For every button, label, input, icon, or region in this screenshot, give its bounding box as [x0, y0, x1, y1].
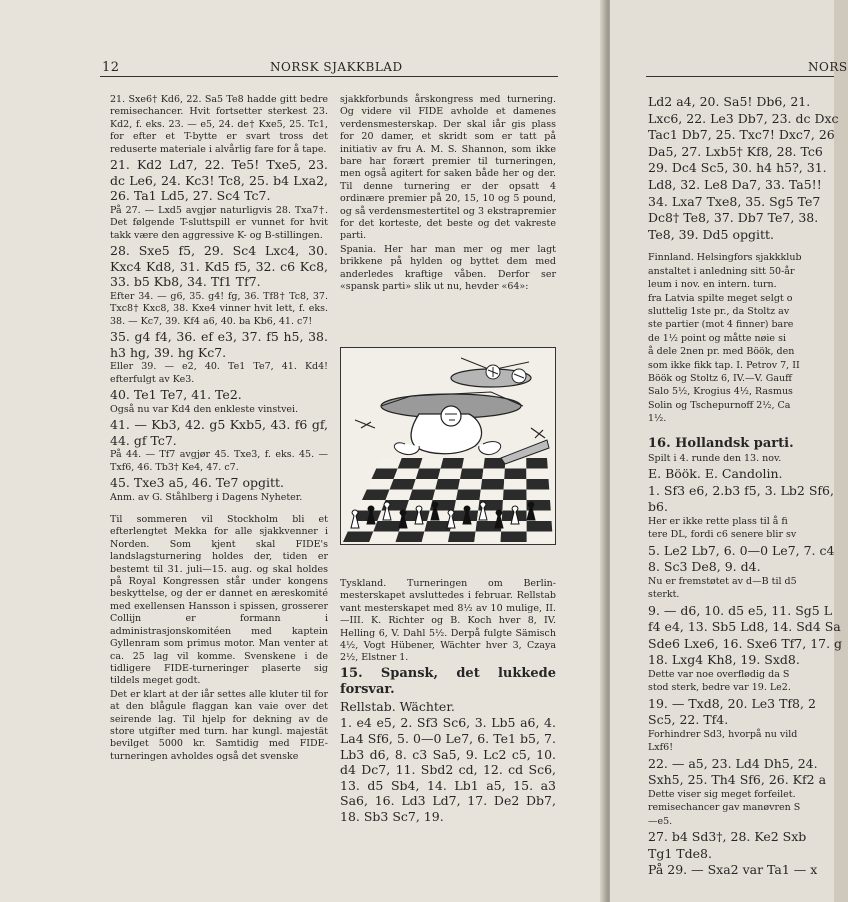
board-square	[373, 521, 402, 532]
paragraph: ste partier (mot 4 finner) bare	[648, 319, 794, 331]
board-square	[526, 479, 549, 490]
paragraph: sjakkforbunds årskongress med turnering. Og videre vil FIDE avholde et damenes verdensmesterskap. Der skal iår gis plass for 20 damer, et skridt som er tatt på initiativ av fru A. M. S. Shannon, som ikke bare har forært premier til turneringen, men også agitert for saken både her og der. Til denne turnering er der opsatt 4 ordinære premier på 20, 15, 10 og 5 pound, og så verdensmestertitel og 3 ekstrapremier for det korteste, det beste og det vakreste parti.	[340, 94, 556, 242]
board-square	[386, 490, 413, 501]
board-square	[462, 458, 485, 469]
paragraph: fra Latvia spilte meget selgt o	[648, 292, 793, 304]
game-moves: På 29. — Sxa2 var Ta1 — x	[648, 862, 818, 878]
game-moves: 34. Lxa7 Txe8, 35. Sg5 Te7	[648, 193, 821, 209]
board-square	[362, 490, 390, 501]
paragraph	[648, 243, 838, 251]
paragraph: Efter 34. — g6, 35. g4! fg, 36. Tf8† Tc8, 37. Txc8† Kxc8, 38. Kxe4 vinner hvit lett, f. eks. 38. — Kc7, 39. Kf4 a6, 40. ba Kb6, 41. c7!	[110, 290, 328, 327]
paragraph: sluttelig 1ste pr., da Stoltz av	[648, 305, 790, 317]
paragraph: Böök og Stoltz 6, IV.—V. Gauff	[648, 373, 792, 384]
game-moves: Tac1 Db7, 25. Txc7! Dxc7, 26	[648, 127, 835, 143]
board-square	[376, 458, 402, 469]
board-square	[481, 479, 504, 490]
game-moves: Ld8, 32. Le8 Da7, 33. Ta5!!	[648, 176, 822, 192]
game-moves: Sc5, 22. Tf4.	[648, 712, 729, 728]
paragraph: sterkt.	[648, 589, 680, 601]
board-square	[480, 490, 504, 501]
board-square	[503, 490, 527, 501]
paragraph: Spania. Her har man mer og mer lagt brikkene på hylden og byttet dem med anderledes kraftige våben. Derfor ser «spansk parti» slik ut nu, hevder «64»:	[340, 243, 556, 293]
board-square	[460, 469, 483, 480]
game-moves: Sxh5, 25. Th4 Sf6, 26. Kf2 a	[648, 772, 827, 788]
game-moves: 21. Kd2 Ld7, 22. Te5! Txe5, 23. dc Le6, 24. Kc3! Tc8, 25. b4 Lxa2, 26. Ta1 Ld5, 27. Sc4 Tc7.	[110, 157, 328, 204]
paragraph: stod sterk, bedre var 19. Le2.	[648, 682, 791, 694]
game-moves: Ld2 a4, 20. Sa5! Db6, 21.	[648, 94, 811, 109]
middle-text-column-bottom	[340, 578, 556, 826]
board-square	[422, 532, 450, 543]
page-number: 12	[102, 60, 120, 75]
game-moves: 27. b4 Sd3†, 28. Ke2 Sxb	[648, 829, 807, 845]
paragraph: Eller 39. — e2, 40. Te1 Te7, 41. Kd4! efterfulgt av Ke3.	[110, 361, 328, 385]
board-square	[394, 469, 420, 480]
game-moves: 22. — a5, 23. Ld4 Dh5, 24.	[648, 755, 818, 771]
paragraph: Salo 5½, Krogius 4½, Rasmus	[648, 386, 793, 398]
paragraph: Spilt i 4. runde den 13. nov.	[648, 452, 782, 464]
game-moves: 41. — Kb3, 42. g5 Kxb5, 43. f6 gf, 44. gf Tc7.	[110, 417, 328, 448]
paragraph: leum i nov. en intern. turn.	[648, 279, 777, 291]
game-moves: Te8, 39. Dd5 opgitt.	[648, 226, 775, 242]
paragraph: Tyskland. Turneringen om Berlin-mesterskapet avsluttedes i februar. Rellstab vant mesterskapet med 8½ av 10 mulige, II.—III. K. Richter og B. Koch hver 8, IV. Helling 6, V. Dahl 5½. Derpå fulgte Sämisch 4½, Vogt Hübener, Wächter hver 3, Czaya 2½, Elstner 1.	[340, 578, 556, 664]
paragraph: —e5.	[648, 815, 673, 827]
paragraph: Forhindrer Sd3, hvorpå nu vild	[648, 729, 798, 740]
game-moves: 9. — d6, 10. d5 e5, 11. Sg5 L	[648, 602, 832, 618]
board-square	[419, 458, 443, 469]
right-text-column	[648, 94, 843, 879]
game-moves: 45. Txe3 a5, 46. Te7 opgitt.	[110, 475, 285, 491]
paragraph: Solin og Tschepurnoff 2½, Ca	[648, 399, 791, 411]
paragraph: å dele 2nen pr. med Böök, den	[648, 346, 795, 358]
board-square	[396, 532, 425, 543]
board-square	[398, 458, 423, 469]
board-square	[372, 469, 398, 480]
paragraph: 1½.	[648, 413, 667, 425]
game-moves: 40. Te1 Te7, 41. Te2.	[110, 387, 242, 403]
game-moves: 1. Sf3 e6, 2.b3 f5, 3. Lb2 Sf6,	[648, 482, 834, 498]
cartoon-illustration	[340, 347, 556, 545]
board-square	[416, 469, 441, 480]
board-square	[441, 458, 464, 469]
board-square	[526, 490, 550, 501]
paragraph: På 27. — Lxd5 avgjør naturligvis 28. Txa7†. Det følgende T-sluttspill er vunnet for hvit takk være den aggressive K- og B-stillingen.	[110, 204, 328, 241]
paragraph: På 44. — Tf7 avgjør 45. Txe3, f. eks. 45. — Txf6, 46. Tb3† Ke4, 47. c7.	[110, 449, 328, 473]
right-running-title: NORS	[808, 60, 848, 74]
game-moves: Tg1 Tde8.	[648, 845, 712, 861]
paragraph: tere DL, fordi c6 senere blir sv	[648, 529, 797, 541]
board-square	[435, 479, 460, 490]
board-square	[412, 479, 438, 490]
board-square	[504, 469, 526, 480]
board-square	[526, 469, 548, 480]
board-square	[527, 521, 553, 532]
running-title: NORSK SJAKKBLAD	[270, 60, 403, 74]
game-moves: 5. Le2 Lb7, 6. 0—0 Le7, 7. c4	[648, 542, 835, 558]
board-square	[448, 532, 476, 543]
game-moves: b6.	[648, 499, 668, 515]
middle-text-column-top	[340, 94, 556, 295]
board-square	[433, 490, 459, 501]
board-square	[504, 479, 527, 490]
right-header-rule	[646, 76, 834, 77]
paragraph: som ikke fikk tap. I. Petrov 7, II	[648, 359, 800, 371]
paragraph	[648, 427, 838, 435]
paragraph: Nu er fremstøtet av d—B til d5	[648, 575, 797, 587]
paragraph: Det er klart at der iår settes alle kluter til for at den blågule flaggan kan vaie over det seirende lag. Til hjelp for dekning av de store utgifter med turn. har kungl. majestät bevilget 5000 kr. Samtidig med FIDE-turneringen avholdes også det svenske	[110, 688, 328, 762]
game-heading: 15. Spansk, det lukkede forsvar.	[340, 665, 556, 697]
board-square	[526, 458, 548, 469]
game-moves: 1. e4 e5, 2. Sf3 Sc6, 3. Lb5 a6, 4. La4 Sf6, 5. 0—0 Le7, 6. Te1 b5, 7. Lb3 d6, 8. c3 Sa5, 9. Lc2 c5, 10. d4 Dc7, 11. Sbd2 cd, 12. cd Sc6, 13. d5 Sb4, 14. Lb1 a5, 15. a3 Sa6, 16. Ld3 Ld7, 17. De2 Db7, 18. Sb3 Sc7, 19.	[340, 715, 556, 824]
paragraph: remisechancer gav manøvren S	[648, 802, 801, 814]
paragraph	[110, 505, 328, 513]
board-square	[456, 490, 481, 501]
board-square	[438, 469, 462, 480]
paragraph: 21. Sxe6† Kd6, 22. Sa5 Te8 hadde gitt bedre remisechancer. Hvit fortsetter sterkest 23. Kd2, f. eks. 23. — e5, 24. de† Kxe5, 25. Tc1, for efter et T-bytte er svart tross det reduserte materiale i alvårlig fare for å tape.	[110, 94, 328, 155]
game-moves: 35. g4 f4, 36. ef e3, 37. f5 h5, 38. h3 hg, 39. hg Kc7.	[110, 329, 328, 360]
game-moves: f4 e4, 13. Sb5 Ld8, 14. Sd4 Sa	[648, 619, 841, 635]
board-square	[527, 532, 553, 543]
game-moves: 29. Dc4 Sc5, 30. h4 h5?, 31.	[648, 160, 827, 176]
game-moves: Rellstab. Wächter.	[340, 698, 455, 714]
game-moves: Sde6 Lxe6, 16. Sxe6 Tf7, 17. g	[648, 635, 843, 651]
paragraph: Lxf6!	[648, 742, 674, 754]
board-square	[409, 490, 435, 501]
game-moves: Dc8† Te8, 37. Db7 Te7, 38.	[648, 210, 819, 226]
game-moves: 18. Lxg4 Kh8, 19. Sxd8.	[648, 652, 800, 668]
paragraph: Dette var noe overflødig da S	[648, 669, 790, 680]
board-square	[390, 479, 416, 490]
header-rule	[100, 76, 558, 77]
game-heading: 16. Hollandsk parti.	[648, 435, 794, 451]
board-square	[482, 469, 505, 480]
board-square	[369, 532, 399, 543]
board-square	[458, 479, 482, 490]
paragraph: Anm. av G. Ståhlberg i Dagens Nyheter.	[110, 491, 303, 503]
paragraph: Dette viser sig meget forfeilet.	[648, 789, 796, 800]
board-square	[367, 479, 394, 490]
paragraph: Finnland. Helsingfors sjakkklub	[648, 252, 802, 264]
game-moves: 28. Sxe5 f5, 29. Sc4 Lxc4, 30. Kxc4 Kd8, 31. Kd5 f5, 32. c6 Kc8, 33. b5 Kb8, 34. Tf1 Tf7.	[110, 243, 328, 290]
game-moves: 8. Sc3 De8, 9. d4.	[648, 559, 761, 575]
right-page	[610, 0, 848, 902]
board-square	[343, 532, 373, 543]
paragraph: anstaltet i anledning sitt 50-år	[648, 265, 795, 277]
game-moves: E. Böök. E. Candolin.	[648, 466, 783, 482]
game-moves: 19. — Txd8, 20. Le3 Tf8, 2	[648, 695, 816, 711]
paragraph: Her er ikke rette plass til å fi	[648, 515, 788, 527]
paragraph: de 1½ point og måtte nøie si	[648, 332, 786, 344]
paragraph: Til sommeren vil Stockholm bli et efterlengtet Mekka for alle sjakkvenner i Norden. Som kjent skal FIDE's landslagsturnering holdes der, tiden er bestemt til 31. juli—15. aug. og skal holdes på Royal Kongressen står under kongens beskyttelse, og der er dannet en æreskomité med exellensen Hansson i spissen, grosserer Collijn er formann i administrasjonskomitéen med kaptein Gyllenram som primus motor. Man venter at ca. 25 lag vil komme. Svenskene i de tidligere FIDE-turneringer plaserte sig tildels meget godt.	[110, 514, 328, 687]
board-square	[501, 532, 527, 543]
paragraph: Også nu var Kd4 den enkleste vinstvei.	[110, 403, 299, 415]
board-square	[474, 532, 501, 543]
left-text-column	[110, 94, 328, 764]
game-moves: Lxc6, 22. Le3 Db7, 23. dc Dxc	[648, 110, 839, 126]
game-moves: Da5, 27. Lxb5† Kf8, 28. Tc6	[648, 143, 823, 159]
